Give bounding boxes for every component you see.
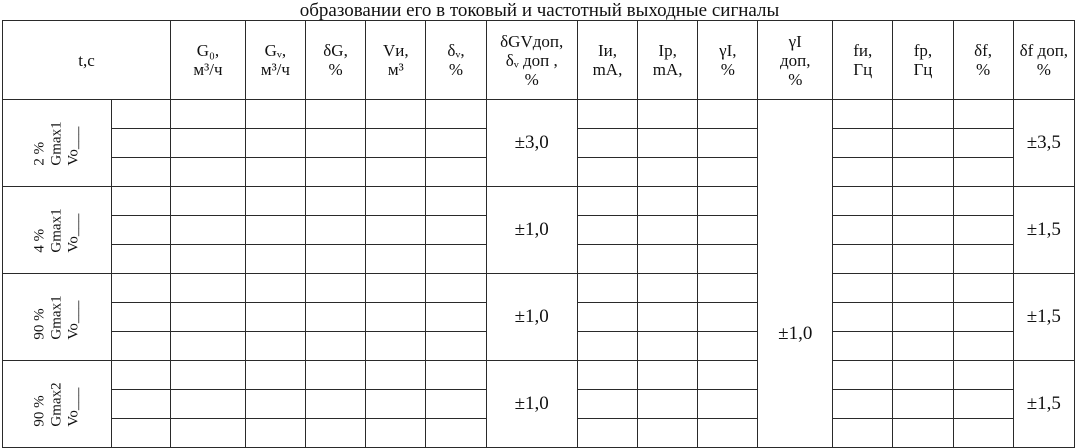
table-row: [3, 274, 1075, 303]
cell-t[interactable]: [111, 390, 170, 419]
cell-g0[interactable]: [171, 419, 246, 448]
header-dv: δᵥ, %: [426, 21, 486, 100]
header-df: δf, %: [953, 21, 1013, 100]
cell-df[interactable]: [953, 216, 1013, 245]
cell-dgv-dop: ±1,0: [486, 187, 577, 274]
cell-ip[interactable]: [638, 216, 698, 245]
cell-gv[interactable]: [245, 332, 305, 361]
cell-ii[interactable]: [577, 361, 637, 390]
cell-gamma[interactable]: [698, 187, 758, 216]
cell-t[interactable]: [111, 361, 170, 390]
row-group-label: [3, 100, 112, 187]
cell-g0[interactable]: [171, 303, 246, 332]
cell-ii[interactable]: [577, 274, 637, 303]
cell-dv[interactable]: [426, 303, 486, 332]
cell-dg[interactable]: [305, 187, 365, 216]
row-group-label-line: Gmax1: [48, 120, 65, 166]
cell-dg[interactable]: [305, 419, 365, 448]
cell-dg[interactable]: [305, 274, 365, 303]
measurement-table: [2, 20, 1075, 448]
row-group-label-line: Gmax2: [48, 381, 65, 427]
cell-vi[interactable]: [366, 187, 426, 216]
cell-gamma-dop: ±1,0: [758, 100, 833, 448]
cell-gv[interactable]: [245, 419, 305, 448]
cell-dgv-dop: ±1,0: [486, 274, 577, 361]
cell-dv[interactable]: [426, 390, 486, 419]
cell-fi[interactable]: [833, 129, 893, 158]
cell-df-dop: ±1,5: [1013, 361, 1074, 448]
row-group-label-line: 2 %: [31, 141, 48, 166]
cell-gv[interactable]: [245, 100, 305, 129]
cell-ip[interactable]: [638, 129, 698, 158]
header-g0: G₀, м³/ч: [171, 21, 246, 100]
cell-dv[interactable]: [426, 274, 486, 303]
cell-dv[interactable]: [426, 158, 486, 187]
cell-dgv-dop: ±1,0: [486, 361, 577, 448]
cell-ii[interactable]: [577, 129, 637, 158]
cell-g0[interactable]: [171, 332, 246, 361]
cell-gv[interactable]: [245, 158, 305, 187]
cell-dv[interactable]: [426, 419, 486, 448]
cell-vi[interactable]: [366, 303, 426, 332]
cell-vi[interactable]: [366, 100, 426, 129]
cell-ip[interactable]: [638, 158, 698, 187]
row-group-label-line: Vo___: [65, 126, 82, 166]
header-df-dop: δf доп, %: [1013, 21, 1074, 100]
cell-gv[interactable]: [245, 245, 305, 274]
cell-ip[interactable]: [638, 274, 698, 303]
cell-fi[interactable]: [833, 390, 893, 419]
cell-gamma[interactable]: [698, 303, 758, 332]
cell-fi[interactable]: [833, 100, 893, 129]
cell-t[interactable]: [111, 303, 170, 332]
cell-ip[interactable]: [638, 100, 698, 129]
cell-ip[interactable]: [638, 419, 698, 448]
header-vi: Vи, м³: [366, 21, 426, 100]
cell-gv[interactable]: [245, 274, 305, 303]
cell-dg[interactable]: [305, 361, 365, 390]
cell-ii[interactable]: [577, 332, 637, 361]
cell-df[interactable]: [953, 129, 1013, 158]
cell-fp[interactable]: [893, 216, 953, 245]
table-row: [3, 187, 1075, 216]
cell-ii[interactable]: [577, 158, 637, 187]
cell-ip[interactable]: [638, 303, 698, 332]
table-caption: образовании его в токовый и частотный выходные сигналы: [299, 0, 780, 20]
cell-fp[interactable]: [893, 158, 953, 187]
cell-ii[interactable]: [577, 187, 637, 216]
cell-ip[interactable]: [638, 390, 698, 419]
cell-g0[interactable]: [171, 158, 246, 187]
cell-fp[interactable]: [893, 332, 953, 361]
header-ip: Iр, mA,: [638, 21, 698, 100]
cell-dg[interactable]: [305, 100, 365, 129]
cell-fi[interactable]: [833, 158, 893, 187]
row-group-label-line: Gmax1: [48, 294, 65, 340]
row-group-label-line: 90 %: [31, 394, 48, 427]
cell-fi[interactable]: [833, 274, 893, 303]
cell-fp[interactable]: [893, 361, 953, 390]
cell-fp[interactable]: [893, 419, 953, 448]
cell-dv[interactable]: [426, 100, 486, 129]
cell-dv[interactable]: [426, 245, 486, 274]
cell-df[interactable]: [953, 332, 1013, 361]
row-group-label-line: Vo___: [65, 387, 82, 427]
cell-dg[interactable]: [305, 303, 365, 332]
cell-t[interactable]: [111, 158, 170, 187]
row-group-label: [3, 187, 112, 274]
cell-g0[interactable]: [171, 274, 246, 303]
cell-vi[interactable]: [366, 245, 426, 274]
cell-df[interactable]: [953, 245, 1013, 274]
cell-gamma[interactable]: [698, 332, 758, 361]
cell-ii[interactable]: [577, 245, 637, 274]
cell-t[interactable]: [111, 332, 170, 361]
header-gv: Gᵥ, м³/ч: [245, 21, 305, 100]
header-ii: Iи, mA,: [577, 21, 637, 100]
cell-vi[interactable]: [366, 129, 426, 158]
cell-gamma[interactable]: [698, 216, 758, 245]
cell-fp[interactable]: [893, 245, 953, 274]
table-row: [3, 100, 1075, 129]
cell-gamma[interactable]: [698, 361, 758, 390]
cell-fi[interactable]: [833, 303, 893, 332]
cell-fp[interactable]: [893, 129, 953, 158]
cell-dv[interactable]: [426, 187, 486, 216]
cell-vi[interactable]: [366, 419, 426, 448]
cell-g0[interactable]: [171, 100, 246, 129]
cell-df[interactable]: [953, 100, 1013, 129]
cell-t[interactable]: [111, 216, 170, 245]
cell-ip[interactable]: [638, 187, 698, 216]
cell-ii[interactable]: [577, 303, 637, 332]
cell-fp[interactable]: [893, 100, 953, 129]
cell-dg[interactable]: [305, 129, 365, 158]
cell-ii[interactable]: [577, 419, 637, 448]
cell-dg[interactable]: [305, 216, 365, 245]
header-dgv-dop: δGVдоп, δᵥ доп , %: [486, 21, 577, 100]
cell-gamma[interactable]: [698, 390, 758, 419]
cell-vi[interactable]: [366, 390, 426, 419]
header-gamma: γI, %: [698, 21, 758, 100]
cell-dv[interactable]: [426, 216, 486, 245]
cell-dg[interactable]: [305, 332, 365, 361]
cell-fi[interactable]: [833, 216, 893, 245]
header-gamma-dop: γI доп, %: [758, 21, 833, 100]
cell-g0[interactable]: [171, 129, 246, 158]
cell-gv[interactable]: [245, 187, 305, 216]
cell-gamma[interactable]: [698, 129, 758, 158]
cell-dg[interactable]: [305, 390, 365, 419]
cell-t[interactable]: [111, 245, 170, 274]
table-row: [3, 361, 1075, 390]
row-group-label-line: 4 %: [31, 228, 48, 253]
cell-df-dop: ±1,5: [1013, 187, 1074, 274]
cell-fp[interactable]: [893, 274, 953, 303]
cell-fi[interactable]: [833, 245, 893, 274]
cell-df-dop: ±3,5: [1013, 100, 1074, 187]
cell-vi[interactable]: [366, 158, 426, 187]
cell-ip[interactable]: [638, 332, 698, 361]
cell-gamma[interactable]: [698, 245, 758, 274]
cell-df[interactable]: [953, 187, 1013, 216]
cell-gamma[interactable]: [698, 274, 758, 303]
header-t: t,c: [3, 21, 171, 100]
cell-fi[interactable]: [833, 187, 893, 216]
header-row: [3, 21, 1075, 100]
cell-fi[interactable]: [833, 361, 893, 390]
cell-vi[interactable]: [366, 332, 426, 361]
cell-gamma[interactable]: [698, 100, 758, 129]
cell-vi[interactable]: [366, 216, 426, 245]
cell-dv[interactable]: [426, 129, 486, 158]
cell-g0[interactable]: [171, 187, 246, 216]
row-group-label-line: 90 %: [31, 307, 48, 340]
cell-fp[interactable]: [893, 390, 953, 419]
cell-df[interactable]: [953, 274, 1013, 303]
cell-gv[interactable]: [245, 303, 305, 332]
header-fi: fи, Гц: [833, 21, 893, 100]
cell-dgv-dop: ±3,0: [486, 100, 577, 187]
cell-fi[interactable]: [833, 419, 893, 448]
row-group-label-line: Vo___: [65, 213, 82, 253]
cell-gv[interactable]: [245, 129, 305, 158]
cell-t[interactable]: [111, 187, 170, 216]
cell-dg[interactable]: [305, 158, 365, 187]
row-group-label-line: Vo___: [65, 300, 82, 340]
row-group-label: [3, 274, 112, 361]
cell-dv[interactable]: [426, 332, 486, 361]
cell-vi[interactable]: [366, 274, 426, 303]
cell-gv[interactable]: [245, 390, 305, 419]
cell-t[interactable]: [111, 129, 170, 158]
row-group-label: [3, 361, 112, 448]
cell-ii[interactable]: [577, 390, 637, 419]
cell-g0[interactable]: [171, 390, 246, 419]
cell-df[interactable]: [953, 158, 1013, 187]
cell-fp[interactable]: [893, 303, 953, 332]
cell-g0[interactable]: [171, 216, 246, 245]
cell-vi[interactable]: [366, 361, 426, 390]
cell-df[interactable]: [953, 419, 1013, 448]
cell-ii[interactable]: [577, 100, 637, 129]
cell-g0[interactable]: [171, 361, 246, 390]
cell-t[interactable]: [111, 274, 170, 303]
cell-dv[interactable]: [426, 361, 486, 390]
cell-g0[interactable]: [171, 245, 246, 274]
cell-gv[interactable]: [245, 361, 305, 390]
cell-df[interactable]: [953, 303, 1013, 332]
cell-fi[interactable]: [833, 332, 893, 361]
cell-dg[interactable]: [305, 245, 365, 274]
cell-df-dop: ±1,5: [1013, 274, 1074, 361]
cell-df[interactable]: [953, 390, 1013, 419]
cell-t[interactable]: [111, 100, 170, 129]
cell-gamma[interactable]: [698, 419, 758, 448]
cell-gamma[interactable]: [698, 158, 758, 187]
header-dg: δG, %: [305, 21, 365, 100]
cell-t[interactable]: [111, 419, 170, 448]
cell-ii[interactable]: [577, 216, 637, 245]
cell-ip[interactable]: [638, 245, 698, 274]
cell-fp[interactable]: [893, 187, 953, 216]
cell-df[interactable]: [953, 361, 1013, 390]
row-group-label-line: Gmax1: [48, 207, 65, 253]
header-fp: fр, Гц: [893, 21, 953, 100]
cell-ip[interactable]: [638, 361, 698, 390]
cell-gv[interactable]: [245, 216, 305, 245]
